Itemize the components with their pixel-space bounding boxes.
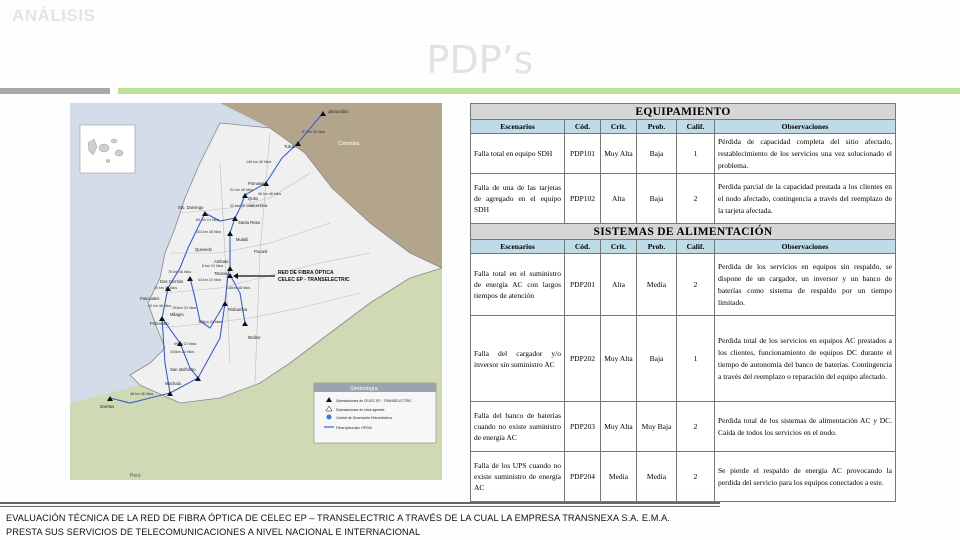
cell-calificacion: 2 <box>677 402 715 452</box>
link-label: 84 km 24 hilos <box>196 218 220 222</box>
section-header-alimentacion <box>471 224 896 240</box>
cell-criticidad: Media <box>601 452 637 502</box>
column-header: Cód. <box>565 240 601 254</box>
node-zorritos: Zorritos <box>100 404 115 409</box>
footer-text <box>6 511 766 539</box>
column-header-row <box>471 120 896 134</box>
cell-criticidad: Alta <box>601 174 637 224</box>
country-label-south: Perú <box>130 473 141 479</box>
link-label: 21 km 48 hilos <box>230 188 254 192</box>
footer-line2: PRESTA SUS SERVICIOS DE TELECOMUNICACIONES A NIVEL NACIONAL E INTERNACIONAL <box>6 527 421 537</box>
column-header-row <box>471 240 896 254</box>
table-row <box>471 254 896 316</box>
cell-probabilidad: Muy Baja <box>637 402 677 452</box>
link-label: 148km 48 hilos <box>226 286 251 290</box>
column-header: Observaciones <box>715 120 896 134</box>
link-label: 8 km 24 hilos <box>202 264 224 268</box>
legend-item: Central de Generación Hidroeléctrica <box>336 416 392 420</box>
link-label: 48 km 48 hilos <box>130 392 154 396</box>
node-quevedo: Quevedo <box>195 247 212 252</box>
risk-table <box>470 103 896 502</box>
link-label: 76 km 48 hilos <box>168 270 192 274</box>
cell-observaciones: Pérdida de capacidad completa del sitio afectado, restablecimiento de los servicios una vez solucionado el problema. <box>715 134 896 174</box>
node-santa-rosa: Santa Rosa <box>238 220 260 225</box>
table-row <box>471 452 896 502</box>
column-header: Calif. <box>677 240 715 254</box>
cell-probabilidad: Baja <box>637 174 677 224</box>
node-quito: Quito <box>248 196 259 201</box>
link-label: 87 km 48 hilos <box>302 130 326 134</box>
cell-codigo: PDP101 <box>565 134 601 174</box>
cell-escenario: Falla del cargador y/o inversor sin suministro AC <box>471 316 565 402</box>
node-policentro: Policentro <box>150 321 169 326</box>
map-svg <box>70 103 442 480</box>
cell-observaciones: Se pierde el respaldo de energía AC provocando la perdida del servicio para los equipos conectados a este. <box>715 452 896 502</box>
cell-observaciones: Perdida parcial de la capacidad prestada a los clientes en el nodo afectado, contingencia a través del reemplazo de la tarjeta afectada. <box>715 174 896 224</box>
link-label: 40 km 48 hilos <box>148 304 172 308</box>
cell-calificacion: 2 <box>677 452 715 502</box>
link-label: 10 km 48 hilos <box>154 286 178 290</box>
cell-probabilidad: Media <box>637 254 677 316</box>
slide-title: PDP’s <box>426 38 534 82</box>
column-header: Prob. <box>637 240 677 254</box>
cell-escenario: Falla de los UPS cuando no existe suministro de energía AC <box>471 452 565 502</box>
link-label: 59km 24 hilos <box>174 342 197 346</box>
footer-rule <box>0 502 720 504</box>
cell-codigo: PDP202 <box>565 316 601 402</box>
node-pucara: Pucará <box>254 249 268 254</box>
cell-observaciones: Perdida de los servicios en equipos sin respaldo, se dispone de un cargador, un inversor y un banco de baterías como sistema de respaldo por un tiempo limitado. <box>715 254 896 316</box>
node-riobamba: Riobamba <box>228 307 248 312</box>
legend-item: Subestaciones de otros agentes <box>336 408 385 412</box>
section-label: ANÁLISIS <box>12 6 96 25</box>
cell-calificacion: 2 <box>677 254 715 316</box>
legend-symbol-hydro <box>327 415 332 420</box>
column-header: Observaciones <box>715 240 896 254</box>
node-ambato: Ambato <box>214 259 229 264</box>
cell-escenario: Falla del banco de baterías cuando no existe suministro de energía AC <box>471 402 565 452</box>
cell-codigo: PDP201 <box>565 254 601 316</box>
fiber-network-map <box>70 103 442 480</box>
cell-escenario: Falla total en el suministro de energía AC con largos tiempos de atención <box>471 254 565 316</box>
map-legend <box>314 383 436 443</box>
callout-line1: RED DE FIBRA ÓPTICA <box>278 270 334 276</box>
cell-criticidad: Muy Alta <box>601 316 637 402</box>
link-label: 104 km 48 hilos <box>196 230 222 234</box>
footer-line1: EVALUACIÓN TÉCNICA DE LA RED DE FIBRA ÓPTICA DE CELEC EP – TRANSELECTRIC A TRAVÉS DE LA CUAL LA EMPRESA TRANSNEXA S.A. E.M.A. <box>6 513 670 523</box>
link-label: 32 km 48 hilos <box>230 204 254 208</box>
cell-criticidad: Alta <box>601 254 637 316</box>
cell-codigo: PDP203 <box>565 402 601 452</box>
node-dos-cerritos: Dos Cerritos <box>160 279 184 284</box>
column-header: Escenarios <box>471 120 565 134</box>
column-header: Crit. <box>601 120 637 134</box>
column-header: Calif. <box>677 120 715 134</box>
node-sto-domingo: Sto. Domingo <box>178 205 204 210</box>
column-header: Prob. <box>637 120 677 134</box>
link-label: 128km 24 hilos <box>198 320 223 324</box>
country-label-north: Colombia <box>338 141 360 147</box>
cell-probabilidad: Baja <box>637 134 677 174</box>
column-header: Escenarios <box>471 240 565 254</box>
node-vicentina: Vicentina <box>250 203 268 208</box>
section-header-equipamiento <box>471 104 896 120</box>
cell-calificacion: 1 <box>677 316 715 402</box>
node-pomasqui: Pomasqui <box>248 181 267 186</box>
title-bar-gray <box>0 88 110 94</box>
legend-item: Fibra óptica tipo OPGW <box>336 426 372 430</box>
node-machala: Machala <box>165 381 181 386</box>
link-label: 146 km 48 hilos <box>246 160 272 164</box>
node-totoras: Totoras <box>214 271 228 276</box>
node-mulalo: Mulaló <box>236 237 249 242</box>
callout-line2: CELEC EP - TRANSELECTRIC <box>278 277 350 283</box>
cell-probabilidad: Media <box>637 452 677 502</box>
node-pascuales: Pascuales <box>140 296 160 301</box>
section-title: SISTEMAS DE ALIMENTACIÓN <box>471 224 896 240</box>
cell-observaciones: Perdida total de los sistemas de alimentación AC y DC. Caída de todos los servicios en el nodo. <box>715 402 896 452</box>
cell-criticidad: Muy Alta <box>601 402 637 452</box>
node-sanidelfonso: San Idelfonso <box>170 367 196 372</box>
link-label: 104km 24 hilos <box>170 350 195 354</box>
risk-table-panel <box>470 103 895 492</box>
table-row <box>471 316 896 402</box>
table-row <box>471 174 896 224</box>
node-molino: Molino <box>248 335 261 340</box>
node-tulcan: Tulcán <box>284 144 297 149</box>
table-row <box>471 134 896 174</box>
column-header: Cód. <box>565 120 601 134</box>
legend-item: Subestaciones de CELEC EP - TRANSELECTRIC <box>336 399 412 403</box>
cell-calificacion: 2 <box>677 174 715 224</box>
title-bar-green <box>118 88 960 94</box>
cell-observaciones: Perdida total de los servicios en equipos AC prestados a los clientes, funcionamiento de equipos DC durante el tiempo de autonomía del banco de baterías. Contingencia a través del reemplazo o reparación del equipo afectado. <box>715 316 896 402</box>
link-label: 44 km 24 hilos <box>198 278 222 282</box>
cell-probabilidad: Baja <box>637 316 677 402</box>
section-title: EQUIPAMIENTO <box>471 104 896 120</box>
link-label: 194km 24 hilos <box>172 306 197 310</box>
cell-escenario: Falla total en equipo SDH <box>471 134 565 174</box>
node-jamondino: Jamondino <box>328 109 349 114</box>
table-row <box>471 402 896 452</box>
footer-rule-thin <box>0 506 720 507</box>
cell-codigo: PDP204 <box>565 452 601 502</box>
link-label: 46 km 48 hilos <box>258 192 282 196</box>
cell-calificacion: 1 <box>677 134 715 174</box>
cell-criticidad: Muy Alta <box>601 134 637 174</box>
node-milagro: Milagro <box>170 312 184 317</box>
cell-codigo: PDP102 <box>565 174 601 224</box>
column-header: Crit. <box>601 240 637 254</box>
legend-title: Simbología <box>350 386 378 392</box>
cell-escenario: Falla de una de las tarjetas de agregado en el equipo SDH <box>471 174 565 224</box>
